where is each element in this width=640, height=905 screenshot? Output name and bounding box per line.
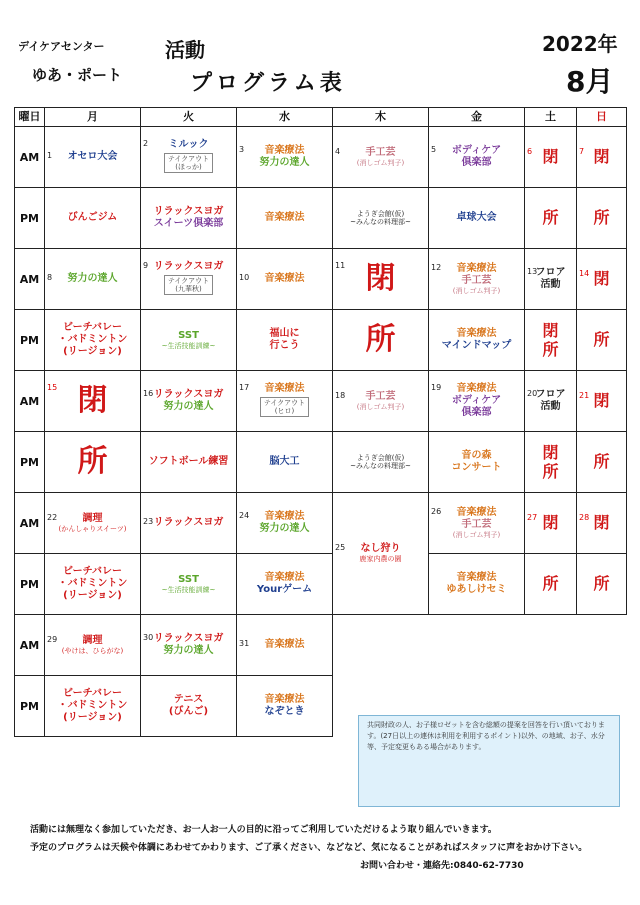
takeout-label: テイクアウト bbox=[263, 398, 306, 407]
activity: 倶楽部 bbox=[461, 157, 492, 168]
schedule-cell bbox=[141, 493, 237, 554]
schedule-cell bbox=[45, 249, 141, 310]
schedule-cell bbox=[525, 249, 577, 310]
schedule-cell bbox=[577, 188, 627, 249]
activity: リラックスヨガ bbox=[153, 633, 224, 644]
date-number: 4 bbox=[335, 146, 341, 156]
activity: 倶楽部 bbox=[461, 407, 492, 418]
schedule-cell bbox=[333, 310, 429, 371]
activity: (リージョン) bbox=[63, 712, 122, 723]
schedule-cell bbox=[525, 310, 577, 371]
activity: ビーチバレー bbox=[63, 688, 122, 699]
closed-mark: 所 bbox=[593, 452, 610, 472]
schedule-cell bbox=[525, 493, 577, 554]
weekday-header bbox=[15, 108, 627, 127]
schedule-cell bbox=[333, 127, 429, 188]
pm-label: PM bbox=[15, 432, 45, 493]
schedule-cell bbox=[141, 432, 237, 493]
activity: リラックスヨガ bbox=[153, 389, 224, 400]
activity: なし狩り bbox=[360, 543, 401, 555]
takeout-detail: (ほっか) bbox=[175, 163, 202, 171]
takeout-label: テイクアウト bbox=[167, 154, 210, 163]
activity: 音楽療法 bbox=[264, 572, 305, 583]
day-header: 土 bbox=[525, 108, 577, 127]
schedule-cell bbox=[577, 249, 627, 310]
date-number: 19 bbox=[431, 383, 442, 392]
date-number: 2 bbox=[143, 138, 149, 148]
schedule-cell bbox=[141, 371, 237, 432]
activity: 手工芸 bbox=[461, 518, 492, 530]
schedule-cell bbox=[141, 127, 237, 188]
closed-mark: 所 bbox=[77, 444, 108, 479]
schedule-cell bbox=[429, 310, 525, 371]
schedule-cell bbox=[141, 615, 237, 676]
schedule-cell bbox=[333, 371, 429, 432]
activity-detail: ~みんなの料理部~ bbox=[350, 218, 411, 226]
notice-box: 共同財政の人、お子様ロゼットを含む総額の提案を回答を行い頂いております。(27日以上の連休は利用を利用するポイント)以外、の地域、お子、水分等、予定変更もある場合があります。 bbox=[358, 715, 620, 807]
schedule-cell bbox=[429, 249, 525, 310]
takeout-box bbox=[164, 275, 213, 296]
week-am-row bbox=[15, 249, 627, 310]
schedule-cell bbox=[577, 554, 627, 615]
date-number: 8 bbox=[47, 273, 53, 282]
date-number: 24 bbox=[239, 511, 250, 520]
month-label: 8月 bbox=[566, 65, 614, 98]
schedule-table bbox=[14, 107, 627, 737]
am-label: AM bbox=[15, 371, 45, 432]
activity: 音楽療法 bbox=[456, 572, 497, 583]
schedule-cell bbox=[429, 432, 525, 493]
activity: ソフトボール練習 bbox=[148, 456, 229, 467]
schedule-cell bbox=[237, 310, 333, 371]
activity: 努力の達人 bbox=[163, 401, 214, 412]
activity: 手工芸 bbox=[461, 274, 492, 286]
activity: SST bbox=[178, 573, 199, 585]
activity: 努力の達人 bbox=[67, 273, 118, 284]
activity: ゆあしけセミ bbox=[446, 584, 507, 595]
schedule-cell bbox=[45, 493, 141, 554]
pm-label: PM bbox=[15, 554, 45, 615]
date-number: 13 bbox=[527, 267, 538, 276]
activity: ・バドミントン bbox=[57, 578, 128, 589]
schedule-cell bbox=[141, 554, 237, 615]
center-label: デイケアセンター bbox=[18, 40, 105, 53]
schedule-cell bbox=[237, 493, 333, 554]
activity: リラックスヨガ bbox=[153, 260, 224, 272]
pm-label: PM bbox=[15, 310, 45, 371]
schedule-cell bbox=[237, 554, 333, 615]
date-number: 31 bbox=[239, 639, 250, 648]
activity-detail: 鹿家内農の園 bbox=[359, 555, 402, 564]
week-pm-row bbox=[15, 432, 627, 493]
date-number: 28 bbox=[579, 513, 590, 523]
closed-mark: 閉 bbox=[593, 147, 610, 167]
closed-mark: 所 bbox=[593, 574, 610, 594]
date-number: 26 bbox=[431, 506, 442, 516]
facility-name: ゆあ・ポート bbox=[32, 66, 123, 84]
activity: 音楽療法 bbox=[264, 212, 305, 223]
takeout-label: テイクアウト bbox=[167, 276, 210, 285]
activity: ・バドミントン bbox=[57, 334, 128, 345]
date-number: 30 bbox=[143, 633, 154, 642]
date-number: 23 bbox=[143, 517, 154, 526]
activity: 福山に bbox=[269, 328, 300, 339]
schedule-cell bbox=[45, 371, 141, 432]
activity: リラックスヨガ bbox=[153, 517, 224, 528]
date-number: 6 bbox=[527, 147, 533, 157]
activity: テニス bbox=[173, 694, 204, 705]
schedule-cell bbox=[45, 615, 141, 676]
closed-mark: 所 bbox=[542, 340, 559, 359]
schedule-cell bbox=[141, 310, 237, 371]
activity: 努力の達人 bbox=[163, 645, 214, 656]
takeout-detail: (ヒロ) bbox=[274, 407, 295, 415]
closed-mark: 所 bbox=[365, 322, 396, 357]
activity-detail: (やけは、ひらがな) bbox=[61, 646, 124, 655]
closed-mark: 所 bbox=[593, 208, 610, 228]
closed-mark: 閉 bbox=[593, 269, 610, 289]
date-number: 27 bbox=[527, 513, 538, 523]
activity: 音の森 bbox=[461, 450, 492, 461]
closed-mark: 閉 bbox=[542, 147, 559, 167]
activity: 努力の達人 bbox=[259, 157, 310, 168]
activity: 音楽療法 bbox=[264, 694, 305, 705]
activity: なぞとき bbox=[264, 706, 305, 717]
date-number: 3 bbox=[239, 145, 245, 154]
activity-detail: ~生活技能訓練~ bbox=[161, 341, 216, 350]
schedule-cell bbox=[525, 432, 577, 493]
activity: リラックスヨガ bbox=[153, 206, 224, 217]
date-number: 12 bbox=[431, 262, 442, 272]
week-pm-row bbox=[15, 554, 627, 615]
program-title: プログラム表 bbox=[190, 71, 346, 96]
schedule-cell bbox=[45, 676, 141, 737]
takeout-box bbox=[164, 153, 213, 174]
pm-label: PM bbox=[15, 188, 45, 249]
schedule-cell bbox=[45, 554, 141, 615]
closed-mark: 閉 bbox=[542, 442, 559, 462]
date-number: 17 bbox=[239, 382, 250, 392]
schedule-cell bbox=[577, 432, 627, 493]
closed-mark: 閉 bbox=[542, 513, 559, 533]
schedule-cell bbox=[237, 615, 333, 676]
day-header: 日 bbox=[577, 108, 627, 127]
date-number: 5 bbox=[431, 145, 437, 154]
date-number: 18 bbox=[335, 390, 346, 400]
schedule-cell bbox=[525, 371, 577, 432]
week-pm-row bbox=[15, 310, 627, 371]
day-header: 水 bbox=[237, 108, 333, 127]
activity: 音楽療法 bbox=[264, 639, 305, 650]
date-number: 10 bbox=[239, 273, 250, 282]
activity: 音楽療法 bbox=[264, 273, 305, 284]
activity: 音楽療法 bbox=[456, 262, 497, 274]
schedule-cell bbox=[141, 188, 237, 249]
activity: 調理 bbox=[82, 634, 103, 646]
schedule-cell bbox=[429, 493, 525, 554]
date-number: 16 bbox=[143, 389, 154, 398]
date-number: 15 bbox=[47, 383, 58, 392]
schedule-cell bbox=[141, 249, 237, 310]
activity: SST bbox=[178, 329, 199, 341]
closed-mark: 閉 bbox=[542, 320, 559, 340]
date-number: 9 bbox=[143, 260, 149, 270]
activity: ビーチバレー bbox=[63, 566, 122, 577]
closed-mark: 閉 bbox=[593, 513, 610, 533]
activity: 音楽療法 bbox=[456, 328, 497, 339]
schedule-cell bbox=[237, 127, 333, 188]
activity: 努力の達人 bbox=[259, 523, 310, 534]
activity-detail: (消しゴム判子) bbox=[356, 158, 405, 167]
week-pm-row bbox=[15, 188, 627, 249]
date-number: 22 bbox=[47, 512, 58, 522]
schedule-cell bbox=[237, 676, 333, 737]
activity: 行こう bbox=[269, 340, 300, 351]
activity: ようぎ会館(仮) bbox=[356, 453, 405, 462]
activity: ・バドミントン bbox=[57, 700, 128, 711]
footer-line-1: 活動には無理なく参加していただき、お一人お一人の目的に沿ってご利用していただけるよう取り組んでいきます。 bbox=[30, 825, 497, 835]
schedule-cell bbox=[429, 188, 525, 249]
closed-mark: 閉 bbox=[365, 261, 396, 296]
activity: 音楽療法 bbox=[456, 506, 497, 518]
activity: 活動 bbox=[540, 401, 561, 412]
activity: コンサート bbox=[451, 462, 502, 473]
activity-detail: (消しゴム判子) bbox=[452, 530, 501, 539]
am-label: AM bbox=[15, 615, 45, 676]
closed-mark: 閉 bbox=[593, 391, 610, 411]
schedule-cell bbox=[577, 371, 627, 432]
date-number: 25 bbox=[335, 543, 346, 553]
activity: 活動 bbox=[540, 279, 561, 290]
activity: ボディケア bbox=[451, 145, 502, 156]
schedule-cell bbox=[45, 432, 141, 493]
activity: 調理 bbox=[82, 512, 103, 524]
schedule-cell bbox=[237, 249, 333, 310]
date-number: 21 bbox=[579, 391, 590, 401]
schedule-cell bbox=[333, 432, 429, 493]
date-number: 20 bbox=[527, 389, 538, 398]
schedule-cell bbox=[333, 493, 429, 615]
closed-mark: 所 bbox=[593, 330, 610, 350]
pm-label: PM bbox=[15, 676, 45, 737]
activity: スイーツ倶楽部 bbox=[153, 218, 224, 229]
activity: (リージョン) bbox=[63, 590, 122, 601]
date-number: 7 bbox=[579, 147, 585, 157]
activity: 音楽療法 bbox=[264, 145, 305, 156]
schedule-cell bbox=[333, 249, 429, 310]
day-header: 月 bbox=[45, 108, 141, 127]
contact-info: お問い合わせ・連絡先:0840-62-7730 bbox=[360, 861, 524, 871]
day-header: 金 bbox=[429, 108, 525, 127]
schedule-cell bbox=[45, 188, 141, 249]
schedule-cell bbox=[45, 127, 141, 188]
activity: 音楽療法 bbox=[456, 383, 497, 394]
activity-detail: ~生活技能訓練~ bbox=[161, 585, 216, 594]
schedule-cell bbox=[237, 188, 333, 249]
schedule-cell bbox=[525, 554, 577, 615]
schedule-cell bbox=[525, 127, 577, 188]
day-header: 木 bbox=[333, 108, 429, 127]
schedule-cell bbox=[577, 127, 627, 188]
schedule-cell bbox=[525, 188, 577, 249]
schedule-cell bbox=[45, 310, 141, 371]
schedule-cell bbox=[237, 371, 333, 432]
activity: マインドマップ bbox=[441, 340, 512, 351]
activity: (びんご) bbox=[168, 706, 209, 717]
activity: ビーチバレー bbox=[63, 322, 122, 333]
activity: Yourゲーム bbox=[256, 584, 313, 595]
activity: 音楽療法 bbox=[264, 382, 305, 394]
takeout-box bbox=[260, 397, 309, 418]
date-number: 11 bbox=[335, 261, 346, 270]
closed-mark: 所 bbox=[542, 208, 559, 228]
date-number: 1 bbox=[47, 151, 53, 160]
activity-detail: (消しゴム判子) bbox=[452, 286, 501, 295]
date-number: 14 bbox=[579, 269, 590, 279]
week-am-row bbox=[15, 615, 627, 676]
activity: ようぎ会館(仮) bbox=[356, 209, 405, 218]
schedule-cell bbox=[577, 310, 627, 371]
week-am-row bbox=[15, 371, 627, 432]
takeout-detail: (九華秋) bbox=[175, 285, 202, 293]
schedule-cell bbox=[141, 676, 237, 737]
activity: フロア bbox=[535, 267, 566, 278]
closed-mark: 所 bbox=[542, 574, 559, 594]
year-label: 2022年 bbox=[542, 32, 618, 56]
day-header: 曜日 bbox=[15, 108, 45, 127]
activity-detail: (かんしゃりスイーツ) bbox=[58, 524, 127, 533]
am-label: AM bbox=[15, 127, 45, 188]
closed-mark: 所 bbox=[542, 462, 559, 481]
activity: ボディケア bbox=[451, 395, 502, 406]
activity: フロア bbox=[535, 389, 566, 400]
activity: 音楽療法 bbox=[264, 511, 305, 522]
day-header: 火 bbox=[141, 108, 237, 127]
activity: (リージョン) bbox=[63, 346, 122, 357]
activity: ミルック bbox=[168, 138, 209, 150]
schedule-cell bbox=[429, 127, 525, 188]
week-am-row bbox=[15, 493, 627, 554]
activity: 手工芸 bbox=[365, 390, 396, 402]
schedule-cell bbox=[577, 493, 627, 554]
activity: オセロ大会 bbox=[67, 151, 118, 162]
am-label: AM bbox=[15, 249, 45, 310]
schedule-cell bbox=[429, 371, 525, 432]
date-number: 29 bbox=[47, 634, 58, 644]
closed-mark: 閉 bbox=[77, 383, 108, 418]
activity-detail: (消しゴム判子) bbox=[356, 402, 405, 411]
activity-detail: ~みんなの料理部~ bbox=[350, 462, 411, 470]
footer-line-2: 予定のプログラムは天候や体調にあわせてかわります、ご了承ください、などなど、気になることがあればスタッフに声をおかけ下さい。 bbox=[30, 843, 588, 853]
am-label: AM bbox=[15, 493, 45, 554]
activity-title: 活動 bbox=[165, 38, 205, 62]
schedule-cell bbox=[333, 188, 429, 249]
schedule-cell bbox=[429, 554, 525, 615]
schedule-cell bbox=[237, 432, 333, 493]
activity: 手工芸 bbox=[365, 146, 396, 158]
activity: 卓球大会 bbox=[456, 212, 497, 223]
activity: 脳大工 bbox=[269, 456, 300, 467]
week-am-row bbox=[15, 127, 627, 188]
activity: びんごジム bbox=[67, 212, 118, 223]
